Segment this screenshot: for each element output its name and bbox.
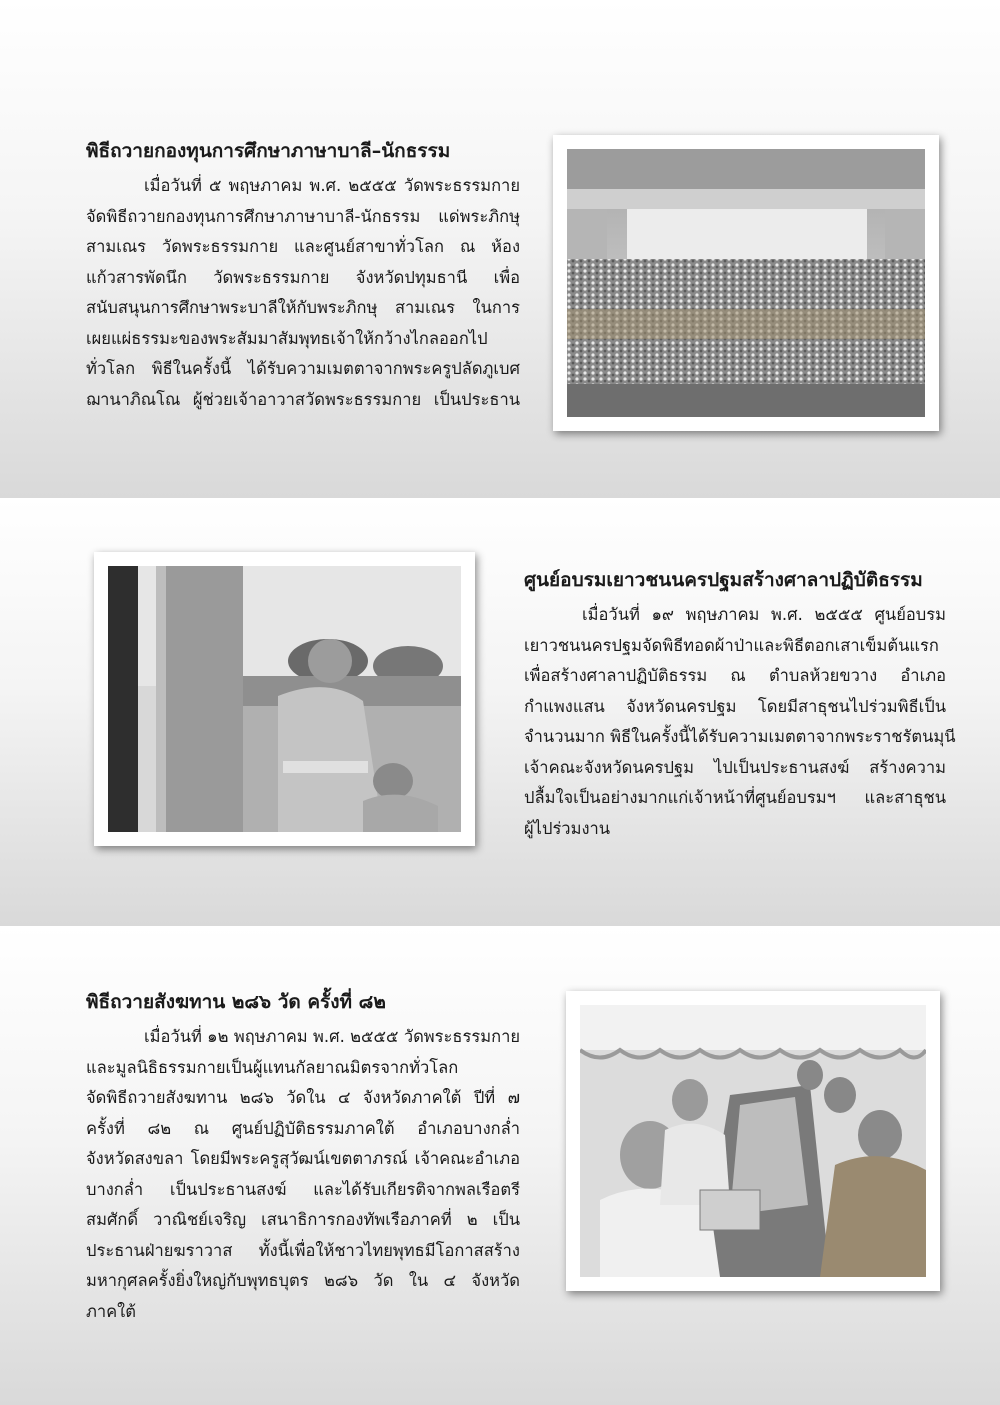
article-line: ประธานฝ่ายฆราวาส ทั้งนี้เพื่อให้ชาวไทยพุทธมีโอกาสสร้าง [86, 1240, 520, 1260]
article-line: เผยแผ่ธรรมะของพระสัมมาสัมพุทธเจ้าให้กว้างไกลออกไป [86, 328, 488, 348]
article-pali-fund [86, 137, 520, 415]
article-line: บางกล่ำ เป็นประธานสงฆ์ และได้รับเกียรติจากพลเรือตรี [86, 1179, 520, 1199]
article-line: และมูลนิธิธรรมกายเป็นผู้แทนกัลยาณมิตรจากทั่วโลก [86, 1057, 459, 1077]
monk-at-pillar-photo [94, 552, 475, 846]
article-line: ปลื้มใจเป็นอย่างมากแก่เจ้าหน้าที่ศูนย์อบรมฯ และสาธุชน [524, 788, 946, 807]
article-line: สมศักดิ์ วาณิชย์เจริญ เสนาธิการกองทัพเรือภาคที่ ๒ เป็น [86, 1210, 520, 1229]
offering-table-photo [566, 991, 940, 1291]
offering-table-image [580, 1005, 926, 1277]
article-line: ภาคใต้ [86, 1301, 136, 1321]
article-line: ฌานาภิณโณ ผู้ช่วยเจ้าอาวาสวัดพระธรรมกาย เป็นประธาน [86, 389, 520, 409]
assembly-hall-photo [553, 135, 939, 431]
article-line: จังหวัดสงขลา โดยมีพระครูสุวัฒน์เขตตาภรณ์ เจ้าคณะอำเภอ [86, 1149, 520, 1168]
assembly-hall-image [567, 149, 925, 417]
article-title: พิธีถวายกองทุนการศึกษาภาษาบาลี–นักธรรม [86, 140, 451, 162]
article-title: พิธีถวายสังฆทาน ๒๘๖ วัด ครั้งที่ ๘๒ [86, 991, 386, 1013]
article-line: เมื่อวันที่ ๑๒ พฤษภาคม พ.ศ. ๒๕๕๕ วัดพระธรรมกาย [144, 1027, 520, 1046]
article-title: ศูนย์อบรมเยาวชนนครปฐมสร้างศาลาปฏิบัติธรรม [524, 569, 923, 591]
article-line: กำแพงแสน จังหวัดนครปฐม โดยมีสาธุชนไปร่วมพิธีเป็น [524, 696, 946, 716]
article-sanghadana [86, 988, 520, 1327]
article-line: สามเณร วัดพระธรรมกาย และศูนย์สาขาทั่วโลก ณ ห้อง [86, 237, 520, 256]
article-line: เจ้าคณะจังหวัดนครปฐม ไปเป็นประธานสงฆ์ สร้างความ [524, 757, 946, 777]
article-line: ทั่วโลก พิธีในครั้งนี้ ได้รับความเมตตาจากพระครูปลัดภูเบศ [86, 359, 520, 378]
article-line: จำนวนมาก พิธีในครั้งนี้ได้รับความเมตตาจากพระราชรัตนมุนี [524, 727, 956, 746]
article-line: เยาวชนนครปฐมจัดพิธีทอดผ้าป่าและพิธีตอกเสาเข็มต้นแรก [524, 635, 939, 655]
article-nakhon-pathom [524, 566, 956, 844]
monk-at-pillar-image [108, 566, 461, 832]
article-line: เมื่อวันที่ ๑๙ พฤษภาคม พ.ศ. ๒๕๕๕ ศูนย์อบรม [582, 605, 946, 624]
article-line: เมื่อวันที่ ๕ พฤษภาคม พ.ศ. ๒๕๕๕ วัดพระธรรมกาย [144, 176, 520, 195]
article-line: ผู้ไปร่วมงาน [524, 818, 611, 838]
article-line: มหากุศลครั้งยิ่งใหญ่กับพุทธบุตร ๒๘๖ วัด ใน ๔ จังหวัด [86, 1271, 520, 1290]
article-line: สนับสนุนการศึกษาพระบาลีให้กับพระภิกษุ สามเณร ในการ [86, 298, 520, 317]
article-line: ครั้งที่ ๘๒ ณ ศูนย์ปฏิบัติธรรมภาคใต้ อำเภอบางกล่ำ [86, 1118, 520, 1138]
article-line: แก้วสารพัดนึก วัดพระธรรมกาย จังหวัดปทุมธานี เพื่อ [86, 267, 520, 287]
article-line: จัดพิธีถวายกองทุนการศึกษาภาษาบาลี-นักธรรม แด่พระภิกษุ [86, 206, 520, 226]
article-line: เพื่อสร้างศาลาปฏิบัติธรรม ณ ตำบลห้วยขวาง อำเภอ [524, 666, 946, 685]
article-line: จัดพิธีถวายสังฆทาน ๒๘๖ วัดใน ๔ จังหวัดภาคใต้ ปีที่ ๗ [86, 1088, 520, 1107]
